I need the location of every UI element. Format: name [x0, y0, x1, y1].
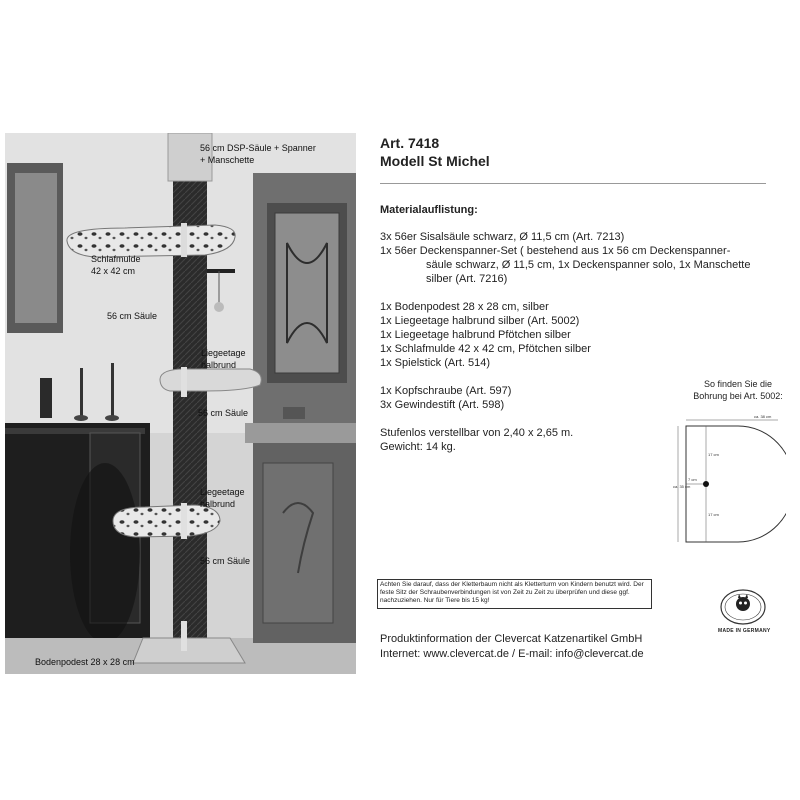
material-item: 3x Gewindestift (Art. 598)	[380, 399, 505, 411]
model-name: Modell St Michel	[380, 153, 490, 169]
label-sleep-bowl: Schlafmulde	[91, 254, 141, 264]
label-level-2b: halbrund	[200, 499, 236, 509]
label-level-1b: halbrund	[201, 360, 237, 370]
label-top-pole: 56 cm DSP-Säule + Spanner	[200, 143, 316, 153]
material-item: 1x Kopfschraube (Art. 597)	[380, 385, 512, 397]
dim-width: ca. 38 cm	[754, 414, 772, 419]
diagram-caption-line-1: So finden Sie die	[703, 379, 773, 389]
material-item: silber (Art. 7216)	[426, 273, 508, 285]
safety-notice: Achten Sie darauf, dass der Kletterbaum nicht als Kletterturm von Kindern benutzt wird. Der feste Sitz der Schraubenverbindungen ist von Zeit zu Zeit zu überprüfen und diese ggf. nachzuziehen. Nur für Tiere bis 15 kg!	[377, 579, 652, 609]
label-sleep-bowl-size: 42 x 42 cm	[91, 266, 136, 276]
clevercat-logo	[714, 585, 772, 633]
label-top-pole-2: + Manschette	[200, 155, 255, 165]
cat-tree-photo-illustration	[5, 133, 356, 674]
dim-top: 17 cm	[708, 452, 719, 457]
logo-tagline: MADE IN GERMANY	[718, 628, 771, 634]
header-divider	[380, 183, 766, 184]
material-item: 1x Spielstick (Art. 514)	[380, 357, 491, 369]
footer	[380, 632, 644, 662]
article-number: Art. 7418	[380, 135, 440, 151]
label-base: Bodenpodest 28 x 28 cm	[35, 657, 135, 667]
footer-contact: Internet: www.clevercat.de / E-mail: info@clevercat.de	[380, 648, 644, 660]
materials-heading: Materialauflistung:	[380, 204, 478, 216]
spec-line: Stufenlos verstellbar von 2,40 x 2,65 m.	[380, 427, 574, 439]
spec-line: Gewicht: 14 kg.	[380, 441, 456, 453]
material-item: 3x 56er Sisalsäule schwarz, Ø 11,5 cm (Art. 7213)	[380, 231, 625, 243]
dim-height: ca. 35 cm	[673, 484, 691, 489]
dim-bottom: 17 cm	[708, 512, 719, 517]
drilling-diagram	[666, 406, 786, 546]
label-level-2: Liegeetage	[200, 487, 245, 497]
diagram-caption-line-2: Bohrung bei Art. 5002:	[693, 391, 783, 401]
material-item: 1x Schlafmulde 42 x 42 cm, Pfötchen silber	[380, 343, 591, 355]
material-item: 1x 56er Deckenspanner-Set ( bestehend aus 1x 56 cm Deckenspanner-	[380, 245, 731, 257]
diagram-caption	[668, 378, 800, 402]
footer-company: Produktinformation der Clevercat Katzenartikel GmbH	[380, 633, 643, 645]
material-item: 1x Bodenpodest 28 x 28 cm, silber	[380, 301, 549, 313]
material-item: 1x Liegeetage halbrund Pfötchen silber	[380, 329, 571, 341]
product-photo	[5, 133, 356, 674]
label-pole-1: 56 cm Säule	[107, 311, 158, 321]
label-pole-2: 56 cm Säule	[198, 408, 249, 418]
dim-left: 7 cm	[688, 477, 697, 482]
label-level-1: Liegeetage	[201, 348, 246, 358]
material-item: säule schwarz, Ø 11,5 cm, 1x Deckenspanner solo, 1x Manschette	[426, 259, 751, 271]
label-pole-3: 56 cm Säule	[200, 556, 251, 566]
material-item: 1x Liegeetage halbrund silber (Art. 5002)	[380, 315, 580, 327]
